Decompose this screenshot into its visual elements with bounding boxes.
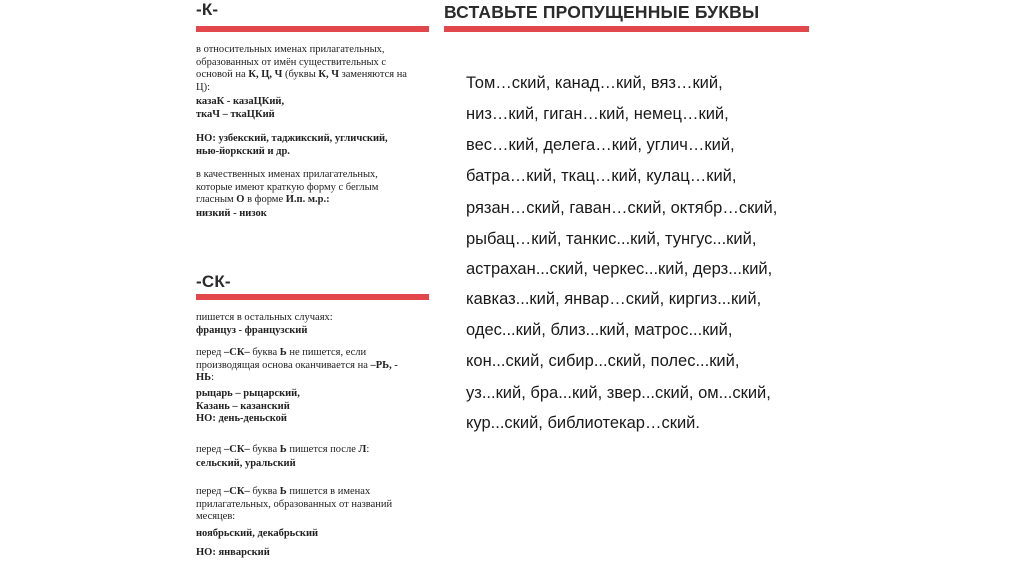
- exercise-line: кавказ...кий, январ…ский, киргиз...кий,: [466, 290, 762, 308]
- exercise-line: астрахан...ский, черкес...кий, дерз...кий,: [466, 260, 773, 278]
- exercise-line: одес...кий, близ...кий, матрос...кий,: [466, 321, 733, 339]
- exercise-line: кур...ский, библиотекар…ский.: [466, 414, 700, 432]
- sk-divider: [196, 294, 429, 300]
- exercise-line: низ…кий, гиган…кий, немец…кий,: [466, 105, 729, 123]
- exercise-line: Том…ский, канад…кий, вяз…кий,: [466, 74, 723, 92]
- k-exception-1: НО: узбекский, таджикский, угличский, нью-йоркский и др.: [196, 133, 388, 157]
- sk-rule-3: перед –СК– буква Ь пишется после Л:: [196, 444, 370, 455]
- exercise-line: вес…кий, делега…кий, углич…кий,: [466, 136, 735, 154]
- sk-example-3: сельский, уральский: [196, 458, 296, 469]
- exercise-line: уз...кий, бра...кий, звер...ский, ом...ский,: [466, 384, 771, 402]
- k-example-1: казаК - казаЦКий, ткаЧ – ткаЦКий: [196, 96, 285, 120]
- k-heading: -К-: [196, 0, 219, 19]
- exercise-line: рязан…ский, гаван…ский, октябр…ский,: [466, 199, 778, 217]
- k-example-2: низкий - низок: [196, 208, 267, 219]
- exercise-line: батра…кий, ткац…кий, кулац…кий,: [466, 167, 737, 185]
- sk-heading: -СК-: [196, 272, 231, 291]
- sk-rule-4: перед –СК– буква Ь пишется в именах прилагательных, образованных от названий месяцев:: [196, 486, 393, 523]
- sk-exception-4: НО: январский: [196, 547, 270, 558]
- sk-example-4: ноябрьский, декабрьский: [196, 528, 319, 539]
- k-rule-2: в качественных именах прилагательных, которые имеют краткую форму с беглым гласным О в форме И.п. м.р.:: [196, 169, 379, 206]
- k-divider: [196, 26, 429, 32]
- sk-rule-2: перед –СК– буква Ь не пишется, если производящая основа оканчивается на –РЬ, - НЬ:: [196, 347, 398, 384]
- sk-example-2: рыцарь – рыцарский, Казань – казанский НО: день-деньской: [196, 388, 300, 425]
- k-rule-1: в относительных именах прилагательных, образованных от имён существительных с основой на К, Ц, Ч (буквы К, Ч заменяются на Ц):: [196, 44, 407, 93]
- exercise-line: кон...ский, сибир...ский, полес...кий,: [466, 352, 740, 370]
- sk-rule-1: пишется в остальных случаях:: [196, 312, 333, 323]
- exercise-divider: [444, 26, 809, 32]
- sk-example-1: француз - французский: [196, 325, 308, 336]
- exercise-title: ВСТАВЬТЕ ПРОПУЩЕННЫЕ БУКВЫ: [444, 2, 760, 22]
- exercise-line: рыбац…кий, танкис...кий, тунгус...кий,: [466, 230, 757, 248]
